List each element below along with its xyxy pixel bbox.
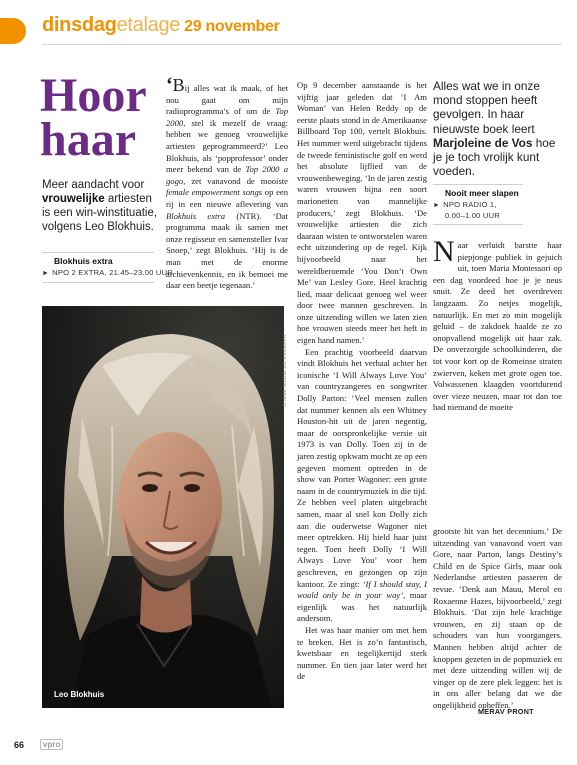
headline-line-1: Hoor [40,69,147,122]
body-text: , maar eigenlijk was het natuurlijk andersom. [297,590,427,624]
dropcap-b: B [172,75,185,95]
body-text: , stel ik mezelf de vraag: hebben we genoeg vrouwelijke artiesten geprogrammeerd?’ Leo Blokhuis, als ‘popprofessor’ onder meer bekend van de [166,117,288,175]
body-column-1 [166,74,288,292]
portrait-photo [42,306,284,708]
tv-box-1-rule-top [42,252,154,253]
tv-box-2-rule-top [433,184,523,185]
body-column-3 [433,235,562,414]
section-date: 29 november [184,18,280,35]
body-paragraph [297,347,427,625]
tv-box-1-rule-bottom [42,282,154,283]
tv-box-2-schedule-1 [433,200,497,209]
dropcap-n: N [433,235,455,268]
body-text-italic: Top 2000 [166,106,288,128]
body-text: aar verluidt barstte haar piepjonge publiek in gejuich uit, toen Maria Montessori op een dag voordeed hoe je je neus snuit. Ze deed het overdreven langzaam. Zo netjes mogelijk, natuurlijk. En met zo min mogelijk geluid – de zakdoek haalde ze zo onopvallend mogelijk uit haar zak. De onverzorgde schoolkinderen, die tot voor kort op de Romeinse straten zwierven, keken met grote ogen toe. Volwassenen klaagden voortdurend over vieze neuzen, maar tot dan toe had niemand de moeite [433,240,562,413]
standfirst-pre: Meer aandacht voor [42,179,145,191]
tv-box-2-title: Nooit meer slapen [445,188,519,198]
article-headline [40,69,180,166]
body-paragraph: Op 9 december aanstaande is het vijftig jaar geleden dat ‘I Am Woman’ van Helen Reddy op de eerste plaats stond in de Amerikaanse Billboard Top 100, vertelt Blokhuis. Het nummer werd uitgebracht tijdens de tweede feministische golf en werd het absolute lijflied van de vrouwenbeweging. ‘In de jaren zestig waren vrouwen bijna een soort marionetten van mannelijke producers,’ zegt Blokhuis. ‘De vrouwelijke artiesten die zich daaraan wisten te ontworstelen waren echt uitzondering op de regel. Kijk bijvoorbeeld naar het wereldberoemde ‘You Don’t Own Me’ van Lesley Gore. Heel krachtig lied, maar delicaat genoeg wel weer door twee mannen geschreven. In onze uitzending willen we laten zien hoe vrouwen steeds meer het heft in eigen hand namen.’ [297,80,427,346]
body-text-italic: female empowerment songs [166,187,263,198]
section-title [42,14,280,37]
body-text-italic: Top 2000 a gogo [166,164,288,186]
standfirst-bold: vrouwelijke [42,193,105,205]
pull-quote-author: Marjoleine de Vos [433,135,533,150]
section-title-b: etalage [116,14,181,36]
play-arrow-icon: ► [42,270,50,277]
body-text: Een prachtig voorbeeld daarvan vindt Blokhuis het verhaal achter het iconische ‘I Will Always Love You’ van countryzangeres en songwriter Dolly Parton: ‘Veel mensen zullen dat nummer kennen als een Whitney Houston-hit uit de jaren negentig, maar de oorspronkelijke versie uit 1973 is van Dolly. Toen zij in de jaren zestig opkwam mocht ze op een gegeven moment optreden in de show van Porter Wagoner: een grote naam in de countrymuziek in die tijd. Ze hebben veel platen uitgebracht samen, maar al snel kon Dolly zich aan die ouderwetse Wagoner niet meer optrekken. Hij hield haar juist tegen. Toen heeft Dolly ‘I Will Always Love You’ voor hem geschreven, en gezongen op zijn kantoor. Ze zingt: [297,346,427,589]
pull-quote-text: Alles wat we in onze mond stoppen heeft gevolgen. In haar nieuwste boek leert [433,79,540,136]
body-paragraph: grootste hit van het decennium.’ De uitzending van vanavond voert van Gore, naar Parton, langs Destiny’s Child en de Spice Girls, maar ook Nederlandse artiesten passeren de revue. ‘Denk aan Mauu, Merol en Roxaenne Hazes, bijvoorbeeld,’ zegt Blokhuis. ‘Dat zijn hele krachtige vrouwen, en zij staan op de schouders van hun voorgangers. Mannen hebben altijd achter de knoppen gezeten in de popmuziek en met deze uitzending willen wij de vinger op de zere plek leggen: het is in ons aller belang dat we die ongelijkheid opheffen.’ [433,526,562,710]
header-divider [42,44,562,45]
headline-line-2: haar [40,113,136,166]
body-text: op een rij in een nieuwe aflevering van [166,187,288,209]
body-text: ij alles wat ik maak, of het nou gaat om mijn radioprogramma’s of om de [166,83,288,117]
body-text-italic: Blokhuis extra [166,210,226,221]
pull-quote [433,79,563,178]
section-tab-marker [0,18,26,44]
quote-mark: ‘ [166,74,173,96]
tv-box-2-line-2: 0.00–1.00 UUR [445,211,500,220]
author-byline: MERAV PRONT [478,707,534,716]
body-column-2 [297,80,427,683]
photo-caption: Leo Blokhuis [54,690,105,699]
body-paragraph: Het was haar manier om met hem te breken. Het is zo’n fantastisch, kwetsbaar en tegelijkertijd sterk nummer. En tien jaar later werd het de [297,624,427,682]
article-standfirst [42,178,162,234]
tv-box-2-rule-bottom [433,224,523,225]
tv-box-1-title: Blokhuis extra [54,256,113,266]
play-arrow-icon: ► [433,202,441,209]
tv-box-2-line-1: NPO RADIO 1, [443,200,497,209]
tv-box-1-schedule [42,268,173,277]
standfirst-post: artiesten is een win-winstituatie, volgens Leo Blokhuis. [42,193,158,233]
photo-credit: HANNEKE DE WIT/IN BEELD [282,335,287,408]
pull-quote-text: hoe je je toch vrolijk kunt voeden. [433,135,556,179]
body-paragraph [166,74,288,292]
body-column-4 [433,526,562,712]
magazine-logo: vpro [40,739,63,750]
page-number: 66 [14,740,25,750]
body-text-italic: ‘If I should stay, I would only be in your way’ [297,578,427,601]
section-title-a: dinsdag [42,14,117,36]
portrait-illustration [42,306,284,708]
tv-box-1-line: NPO 2 EXTRA, 21.45–23.00 UUR [52,268,173,277]
body-paragraph [433,235,562,414]
body-text: (NTR). ‘Dat programma maak ik samen met onze regisseur en samensteller Ivar Snoep,’ zegt Blokhuis. ‘Hij is de man met de enorme archievenkennis, en ik bemoei me daar een beetje tegenaan.’ [166,210,288,291]
body-text: , zet vanavond de mooiste [183,175,288,186]
